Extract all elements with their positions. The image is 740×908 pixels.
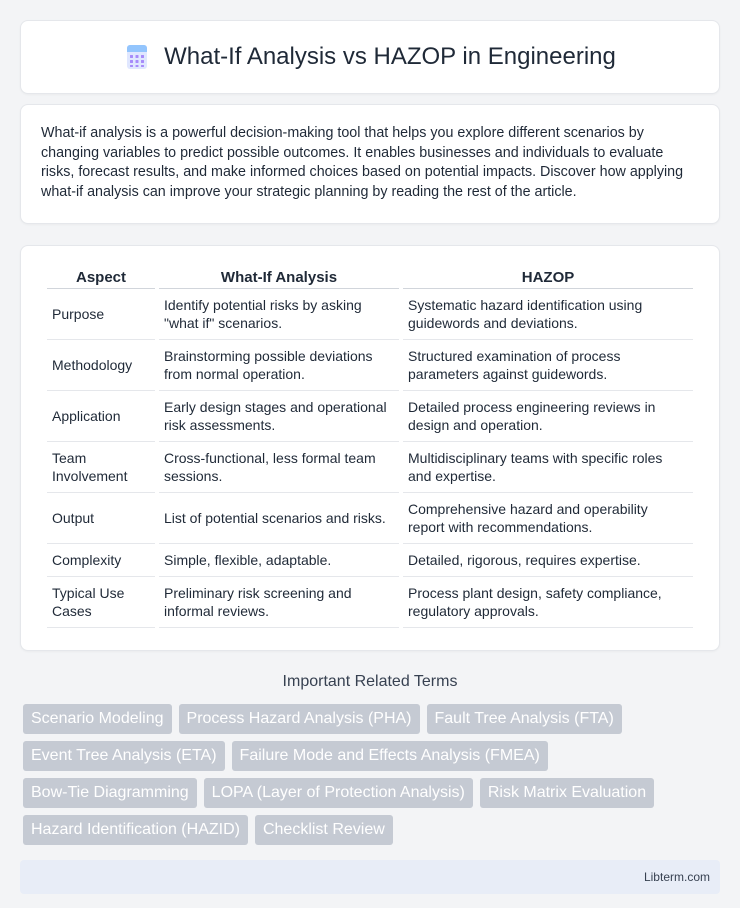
comparison-table: [43, 264, 697, 628]
cell-aspect: Output: [47, 493, 155, 544]
related-term-tag[interactable]: Process Hazard Analysis (PHA): [179, 704, 420, 734]
related-term-tag[interactable]: LOPA (Layer of Protection Analysis): [204, 778, 473, 808]
cell-aspect: Team Involvement: [47, 442, 155, 493]
related-terms-title: Important Related Terms: [282, 673, 458, 690]
cell-what-if: Cross-functional, less formal team sessions.: [159, 442, 399, 493]
table-row: [47, 493, 693, 544]
footer-site-link[interactable]: Libterm.com: [643, 870, 710, 884]
footer: [20, 860, 720, 894]
related-term-tag[interactable]: Bow-Tie Diagramming: [23, 778, 197, 808]
related-term-tag[interactable]: Hazard Identification (HAZID): [23, 815, 248, 845]
intro-card: [20, 104, 720, 224]
header-card: [20, 20, 720, 94]
related-term-tag[interactable]: Event Tree Analysis (ETA): [23, 741, 225, 771]
cell-aspect: Application: [47, 391, 155, 442]
page-title: What-If Analysis vs HAZOP in Engineering: [164, 43, 616, 70]
calculator-icon: [124, 44, 150, 70]
cell-what-if: Brainstorming possible deviations from normal operation.: [159, 340, 399, 391]
cell-what-if: Early design stages and operational risk assessments.: [159, 391, 399, 442]
comparison-table-card: [20, 245, 720, 651]
table-row: [47, 442, 693, 493]
header-hazop: HAZOP: [403, 264, 693, 289]
cell-what-if: List of potential scenarios and risks.: [159, 493, 399, 544]
table-row: [47, 289, 693, 340]
table-row: [47, 340, 693, 391]
table-row: [47, 391, 693, 442]
cell-hazop: Multidisciplinary teams with specific roles and expertise.: [403, 442, 693, 493]
header-aspect: Aspect: [47, 264, 155, 289]
cell-aspect: Methodology: [47, 340, 155, 391]
header-what-if: What-If Analysis: [159, 264, 399, 289]
cell-aspect: Typical Use Cases: [47, 577, 155, 628]
related-term-tag[interactable]: Scenario Modeling: [23, 704, 172, 734]
related-term-tag[interactable]: Fault Tree Analysis (FTA): [427, 704, 622, 734]
cell-what-if: Simple, flexible, adaptable.: [159, 544, 399, 577]
intro-text: What-if analysis is a powerful decision-making tool that helps you explore different scenarios by changing variables to predict possible outcomes. It enables businesses and individuals to evaluate risks, forecast results, and make informed choices based on potential impacts. Discover how applying what-if analysis can improve your strategic planning by reading the rest of the article.: [41, 125, 684, 200]
cell-aspect: Complexity: [47, 544, 155, 577]
cell-what-if: Identify potential risks by asking "what if" scenarios.: [159, 289, 399, 340]
related-term-tag[interactable]: Risk Matrix Evaluation: [480, 778, 654, 808]
table-header-row: [47, 264, 693, 289]
related-terms-list: [20, 704, 720, 845]
cell-what-if: Preliminary risk screening and informal reviews.: [159, 577, 399, 628]
related-term-tag[interactable]: Checklist Review: [255, 815, 393, 845]
cell-hazop: Detailed process engineering reviews in design and operation.: [403, 391, 693, 442]
cell-hazop: Systematic hazard identification using guidewords and deviations.: [403, 289, 693, 340]
cell-hazop: Comprehensive hazard and operability report with recommendations.: [403, 493, 693, 544]
related-term-tag[interactable]: Failure Mode and Effects Analysis (FMEA): [232, 741, 548, 771]
table-row: [47, 577, 693, 628]
table-row: [47, 544, 693, 577]
cell-hazop: Process plant design, safety compliance, regulatory approvals.: [403, 577, 693, 628]
cell-hazop: Structured examination of process parameters against guidewords.: [403, 340, 693, 391]
cell-hazop: Detailed, rigorous, requires expertise.: [403, 544, 693, 577]
cell-aspect: Purpose: [47, 289, 155, 340]
